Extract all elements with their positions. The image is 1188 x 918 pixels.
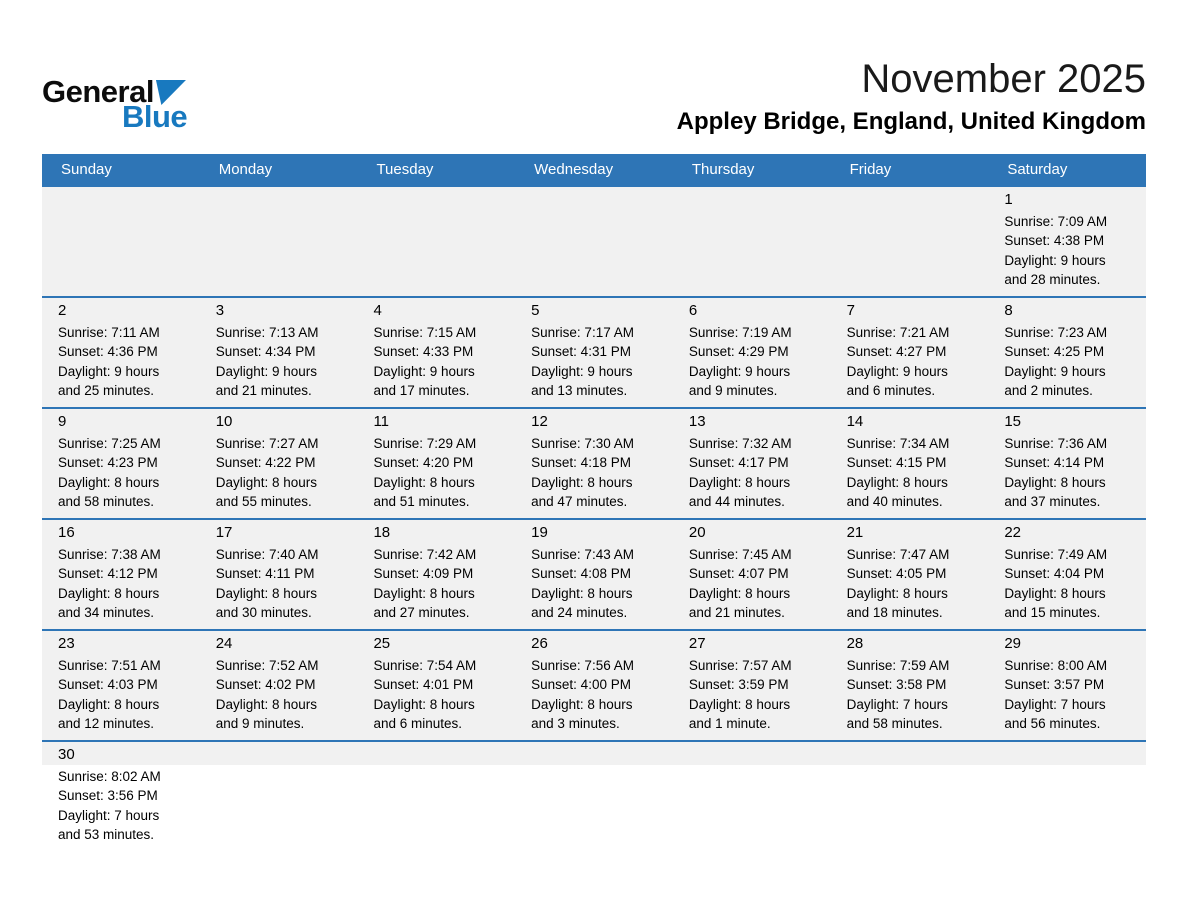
day-cell-29 bbox=[988, 631, 1146, 740]
day-cell-16 bbox=[42, 520, 200, 629]
day-cell-20 bbox=[673, 520, 831, 629]
weekday-header-sunday: Sunday bbox=[61, 160, 112, 178]
day-cell-23 bbox=[42, 631, 200, 740]
sunset-text: Sunset: 4:07 PM bbox=[688, 566, 789, 582]
daylight-text-line1: Daylight: 9 hours bbox=[373, 363, 475, 379]
daylight-text-line1: Daylight: 8 hours bbox=[531, 696, 633, 712]
weekday-header-monday: Monday bbox=[218, 160, 273, 178]
sunrise-text: Sunrise: 7:54 AM bbox=[373, 657, 477, 673]
sunrise-text: Sunrise: 8:00 AM bbox=[1004, 657, 1108, 673]
daylight-text-line2: and 3 minutes. bbox=[531, 716, 620, 732]
daylight-text-line1: Daylight: 7 hours bbox=[1004, 696, 1106, 712]
day-cell-22 bbox=[988, 520, 1146, 629]
day-cell-empty bbox=[831, 742, 989, 852]
day-number: 30 bbox=[58, 745, 75, 763]
day-number: 14 bbox=[846, 412, 864, 430]
sunrise-text: Sunrise: 7:43 AM bbox=[531, 546, 634, 562]
page-header bbox=[42, 56, 1146, 137]
sunrise-text: Sunrise: 7:25 AM bbox=[58, 435, 161, 451]
sunset-text: Sunset: 3:59 PM bbox=[688, 677, 789, 693]
page-subtitle: Appley Bridge, England, United Kingdom bbox=[676, 108, 1146, 135]
week-row-4 bbox=[42, 518, 1146, 629]
calendar-weeks bbox=[42, 185, 1146, 852]
daylight-text-line1: Daylight: 8 hours bbox=[373, 474, 475, 490]
daylight-text-line2: and 28 minutes. bbox=[1004, 272, 1101, 288]
day-cell-6 bbox=[673, 298, 831, 407]
daylight-text-line2: and 12 minutes. bbox=[58, 716, 155, 732]
daylight-text-line2: and 17 minutes. bbox=[373, 383, 470, 399]
sunset-text: Sunset: 4:04 PM bbox=[1004, 566, 1105, 582]
day-cell-empty bbox=[357, 742, 515, 852]
day-cell-7 bbox=[831, 298, 989, 407]
daylight-text-line1: Daylight: 9 hours bbox=[1004, 252, 1106, 268]
week-row-3 bbox=[42, 407, 1146, 518]
day-number: 19 bbox=[531, 523, 548, 541]
day-cell-empty bbox=[988, 742, 1146, 852]
daylight-text-line1: Daylight: 8 hours bbox=[215, 696, 318, 712]
daylight-text-line1: Daylight: 8 hours bbox=[846, 585, 948, 601]
day-number: 29 bbox=[1004, 634, 1021, 652]
weekday-header-saturday: Saturday bbox=[1007, 160, 1068, 178]
daylight-text-line1: Daylight: 8 hours bbox=[688, 696, 791, 712]
day-number: 3 bbox=[215, 301, 225, 319]
day-number: 2 bbox=[58, 301, 67, 319]
daylight-text-line1: Daylight: 9 hours bbox=[58, 363, 160, 379]
day-number: 10 bbox=[215, 412, 233, 430]
daylight-text-line2: and 34 minutes. bbox=[58, 605, 155, 621]
day-cell-10 bbox=[200, 409, 358, 518]
sunset-text: Sunset: 4:34 PM bbox=[215, 344, 316, 360]
sunset-text: Sunset: 4:15 PM bbox=[846, 455, 947, 471]
daylight-text-line1: Daylight: 8 hours bbox=[58, 474, 160, 490]
sunset-text: Sunset: 3:58 PM bbox=[846, 677, 947, 693]
week-row-2 bbox=[42, 296, 1146, 407]
day-cell-5 bbox=[515, 298, 673, 407]
sunrise-text: Sunrise: 7:09 AM bbox=[1004, 213, 1108, 229]
sunset-text: Sunset: 4:08 PM bbox=[531, 566, 631, 582]
sunrise-text: Sunrise: 7:30 AM bbox=[531, 435, 634, 451]
daylight-text-line2: and 15 minutes. bbox=[1004, 605, 1101, 621]
daylight-text-line2: and 37 minutes. bbox=[1004, 494, 1101, 510]
daylight-text-line1: Daylight: 8 hours bbox=[1004, 474, 1106, 490]
daylight-text-line1: Daylight: 8 hours bbox=[1004, 585, 1106, 601]
sunrise-text: Sunrise: 7:57 AM bbox=[688, 657, 792, 673]
day-number: 18 bbox=[373, 523, 391, 541]
general-blue-logo bbox=[42, 76, 187, 132]
day-number: 15 bbox=[1004, 412, 1021, 430]
daylight-text-line1: Daylight: 9 hours bbox=[846, 363, 948, 379]
day-cell-15 bbox=[988, 409, 1146, 518]
sunrise-text: Sunrise: 7:56 AM bbox=[531, 657, 634, 673]
sunset-text: Sunset: 4:00 PM bbox=[531, 677, 631, 693]
sunset-text: Sunset: 4:25 PM bbox=[1004, 344, 1105, 360]
day-number: 21 bbox=[846, 523, 864, 541]
weekday-header-row bbox=[42, 154, 1146, 185]
day-cell-empty bbox=[831, 187, 989, 296]
day-number: 11 bbox=[373, 412, 390, 430]
sunrise-text: Sunrise: 7:51 AM bbox=[58, 657, 161, 673]
day-cell-empty bbox=[200, 742, 358, 852]
weekday-header-thursday: Thursday bbox=[691, 160, 755, 178]
day-number: 22 bbox=[1004, 523, 1021, 541]
daylight-text-line1: Daylight: 8 hours bbox=[58, 585, 160, 601]
sunset-text: Sunset: 4:05 PM bbox=[846, 566, 947, 582]
daylight-text-line1: Daylight: 8 hours bbox=[531, 474, 633, 490]
title-block bbox=[677, 56, 1146, 137]
daylight-text-line1: Daylight: 8 hours bbox=[215, 585, 318, 601]
sunrise-text: Sunrise: 7:42 AM bbox=[373, 546, 477, 562]
day-cell-11 bbox=[357, 409, 515, 518]
day-number: 25 bbox=[373, 634, 391, 652]
week-row-1 bbox=[42, 185, 1146, 296]
day-cell-9 bbox=[42, 409, 200, 518]
day-cell-empty bbox=[515, 742, 673, 852]
page-title: November 2025 bbox=[861, 57, 1146, 101]
day-number: 7 bbox=[846, 301, 855, 319]
calendar-table bbox=[42, 154, 1146, 852]
daylight-text-line2: and 55 minutes. bbox=[215, 494, 312, 510]
sunset-text: Sunset: 4:17 PM bbox=[688, 455, 789, 471]
day-number: 16 bbox=[58, 523, 75, 541]
daylight-text-line2: and 9 minutes. bbox=[215, 716, 305, 732]
sunset-text: Sunset: 4:09 PM bbox=[373, 566, 474, 582]
daylight-text-line2: and 58 minutes. bbox=[846, 716, 943, 732]
weekday-header-friday: Friday bbox=[849, 160, 892, 178]
sunset-text: Sunset: 4:27 PM bbox=[846, 344, 947, 360]
day-cell-1 bbox=[988, 187, 1146, 296]
sunrise-text: Sunrise: 7:59 AM bbox=[846, 657, 950, 673]
sunrise-text: Sunrise: 7:11 AM bbox=[58, 324, 160, 340]
sunset-text: Sunset: 4:18 PM bbox=[531, 455, 631, 471]
sunrise-text: Sunrise: 7:27 AM bbox=[215, 435, 319, 451]
day-number: 13 bbox=[688, 412, 706, 430]
daylight-text-line1: Daylight: 8 hours bbox=[373, 585, 475, 601]
sunrise-text: Sunrise: 7:15 AM bbox=[373, 324, 477, 340]
daylight-text-line2: and 40 minutes. bbox=[846, 494, 943, 510]
daylight-text-line2: and 21 minutes. bbox=[215, 383, 312, 399]
day-cell-8 bbox=[988, 298, 1146, 407]
daylight-text-line2: and 21 minutes. bbox=[688, 605, 785, 621]
sunset-text: Sunset: 4:33 PM bbox=[373, 344, 474, 360]
day-number: 20 bbox=[688, 523, 706, 541]
daylight-text-line1: Daylight: 9 hours bbox=[688, 363, 791, 379]
daylight-text-line2: and 2 minutes. bbox=[1004, 383, 1093, 399]
daylight-text-line1: Daylight: 9 hours bbox=[1004, 363, 1106, 379]
daylight-text-line1: Daylight: 8 hours bbox=[531, 585, 633, 601]
weekday-header-tuesday: Tuesday bbox=[376, 160, 434, 178]
day-cell-14 bbox=[831, 409, 989, 518]
sunset-text: Sunset: 3:57 PM bbox=[1004, 677, 1105, 693]
day-cell-28 bbox=[831, 631, 989, 740]
day-number: 24 bbox=[215, 634, 233, 652]
sunset-text: Sunset: 4:38 PM bbox=[1004, 233, 1105, 249]
day-cell-3 bbox=[200, 298, 358, 407]
daylight-text-line2: and 51 minutes. bbox=[373, 494, 470, 510]
sunrise-text: Sunrise: 7:38 AM bbox=[58, 546, 161, 562]
sunset-text: Sunset: 4:02 PM bbox=[215, 677, 316, 693]
day-cell-17 bbox=[200, 520, 358, 629]
sunset-text: Sunset: 4:29 PM bbox=[688, 344, 789, 360]
day-cell-empty bbox=[200, 187, 358, 296]
sunset-text: Sunset: 4:20 PM bbox=[373, 455, 474, 471]
sunrise-text: Sunrise: 7:17 AM bbox=[531, 324, 634, 340]
day-cell-18 bbox=[357, 520, 515, 629]
day-number: 8 bbox=[1004, 301, 1013, 319]
daylight-text-line2: and 6 minutes. bbox=[373, 716, 462, 732]
sunset-text: Sunset: 4:23 PM bbox=[58, 455, 158, 471]
sunset-text: Sunset: 4:01 PM bbox=[373, 677, 474, 693]
day-number: 27 bbox=[688, 634, 706, 652]
sunrise-text: Sunrise: 7:36 AM bbox=[1004, 435, 1108, 451]
sunset-text: Sunset: 4:36 PM bbox=[58, 344, 158, 360]
weekday-header-wednesday: Wednesday bbox=[534, 160, 614, 178]
logo-text-blue: Blue bbox=[122, 99, 188, 134]
day-number: 12 bbox=[531, 412, 548, 430]
daylight-text-line1: Daylight: 7 hours bbox=[58, 807, 160, 823]
day-cell-empty bbox=[673, 742, 831, 852]
daylight-text-line2: and 1 minute. bbox=[688, 716, 771, 732]
daylight-text-line2: and 58 minutes. bbox=[58, 494, 155, 510]
week-row-6 bbox=[42, 740, 1146, 852]
sunset-text: Sunset: 4:22 PM bbox=[215, 455, 316, 471]
day-cell-30 bbox=[42, 742, 200, 852]
sunrise-text: Sunrise: 7:45 AM bbox=[688, 546, 792, 562]
daylight-text-line2: and 53 minutes. bbox=[58, 827, 155, 843]
daylight-text-line1: Daylight: 8 hours bbox=[373, 696, 475, 712]
sunset-text: Sunset: 4:12 PM bbox=[58, 566, 158, 582]
day-cell-empty bbox=[515, 187, 673, 296]
daylight-text-line2: and 18 minutes. bbox=[846, 605, 943, 621]
day-number: 9 bbox=[58, 412, 67, 430]
day-number: 17 bbox=[215, 523, 233, 541]
sunrise-text: Sunrise: 7:21 AM bbox=[846, 324, 950, 340]
daylight-text-line1: Daylight: 7 hours bbox=[846, 696, 948, 712]
logo-text-general: General bbox=[42, 74, 154, 109]
daylight-text-line1: Daylight: 9 hours bbox=[215, 363, 318, 379]
sunrise-text: Sunrise: 7:19 AM bbox=[688, 324, 792, 340]
daylight-text-line1: Daylight: 8 hours bbox=[846, 474, 948, 490]
sunset-text: Sunset: 4:14 PM bbox=[1004, 455, 1105, 471]
day-number: 23 bbox=[58, 634, 75, 652]
day-cell-19 bbox=[515, 520, 673, 629]
day-cell-empty bbox=[673, 187, 831, 296]
day-cell-empty bbox=[357, 187, 515, 296]
day-number: 26 bbox=[531, 634, 548, 652]
sunrise-text: Sunrise: 7:13 AM bbox=[215, 324, 319, 340]
daylight-text-line2: and 47 minutes. bbox=[531, 494, 628, 510]
day-number: 6 bbox=[688, 301, 698, 319]
daylight-text-line2: and 6 minutes. bbox=[846, 383, 936, 399]
sunrise-text: Sunrise: 8:02 AM bbox=[58, 768, 161, 784]
day-number: 4 bbox=[373, 301, 382, 319]
daylight-text-line1: Daylight: 8 hours bbox=[688, 474, 791, 490]
daylight-text-line2: and 25 minutes. bbox=[58, 383, 155, 399]
day-number: 5 bbox=[531, 301, 540, 319]
sunset-text: Sunset: 4:03 PM bbox=[58, 677, 158, 693]
sunrise-text: Sunrise: 7:40 AM bbox=[215, 546, 319, 562]
day-number: 1 bbox=[1004, 190, 1013, 208]
daylight-text-line2: and 9 minutes. bbox=[688, 383, 778, 399]
day-cell-27 bbox=[673, 631, 831, 740]
day-cell-26 bbox=[515, 631, 673, 740]
week-row-5 bbox=[42, 629, 1146, 740]
day-cell-24 bbox=[200, 631, 358, 740]
sunset-text: Sunset: 4:11 PM bbox=[215, 566, 315, 582]
sunrise-text: Sunrise: 7:29 AM bbox=[373, 435, 477, 451]
day-cell-empty bbox=[42, 187, 200, 296]
sunrise-text: Sunrise: 7:49 AM bbox=[1004, 546, 1108, 562]
daylight-text-line1: Daylight: 8 hours bbox=[215, 474, 318, 490]
daylight-text-line2: and 56 minutes. bbox=[1004, 716, 1101, 732]
day-cell-4 bbox=[357, 298, 515, 407]
sunrise-text: Sunrise: 7:23 AM bbox=[1004, 324, 1108, 340]
sunrise-text: Sunrise: 7:47 AM bbox=[846, 546, 950, 562]
day-cell-13 bbox=[673, 409, 831, 518]
daylight-text-line1: Daylight: 8 hours bbox=[58, 696, 160, 712]
daylight-text-line2: and 44 minutes. bbox=[688, 494, 785, 510]
daylight-text-line2: and 30 minutes. bbox=[215, 605, 312, 621]
daylight-text-line2: and 24 minutes. bbox=[531, 605, 628, 621]
day-cell-21 bbox=[831, 520, 989, 629]
sunrise-text: Sunrise: 7:52 AM bbox=[215, 657, 319, 673]
daylight-text-line1: Daylight: 8 hours bbox=[688, 585, 791, 601]
daylight-text-line2: and 27 minutes. bbox=[373, 605, 470, 621]
sunset-text: Sunset: 4:31 PM bbox=[531, 344, 631, 360]
sunset-text: Sunset: 3:56 PM bbox=[58, 788, 158, 804]
sunrise-text: Sunrise: 7:34 AM bbox=[846, 435, 950, 451]
daylight-text-line1: Daylight: 9 hours bbox=[531, 363, 633, 379]
day-cell-12 bbox=[515, 409, 673, 518]
sunrise-text: Sunrise: 7:32 AM bbox=[688, 435, 792, 451]
daylight-text-line2: and 13 minutes. bbox=[531, 383, 628, 399]
day-number: 28 bbox=[846, 634, 864, 652]
day-cell-25 bbox=[357, 631, 515, 740]
day-cell-2 bbox=[42, 298, 200, 407]
